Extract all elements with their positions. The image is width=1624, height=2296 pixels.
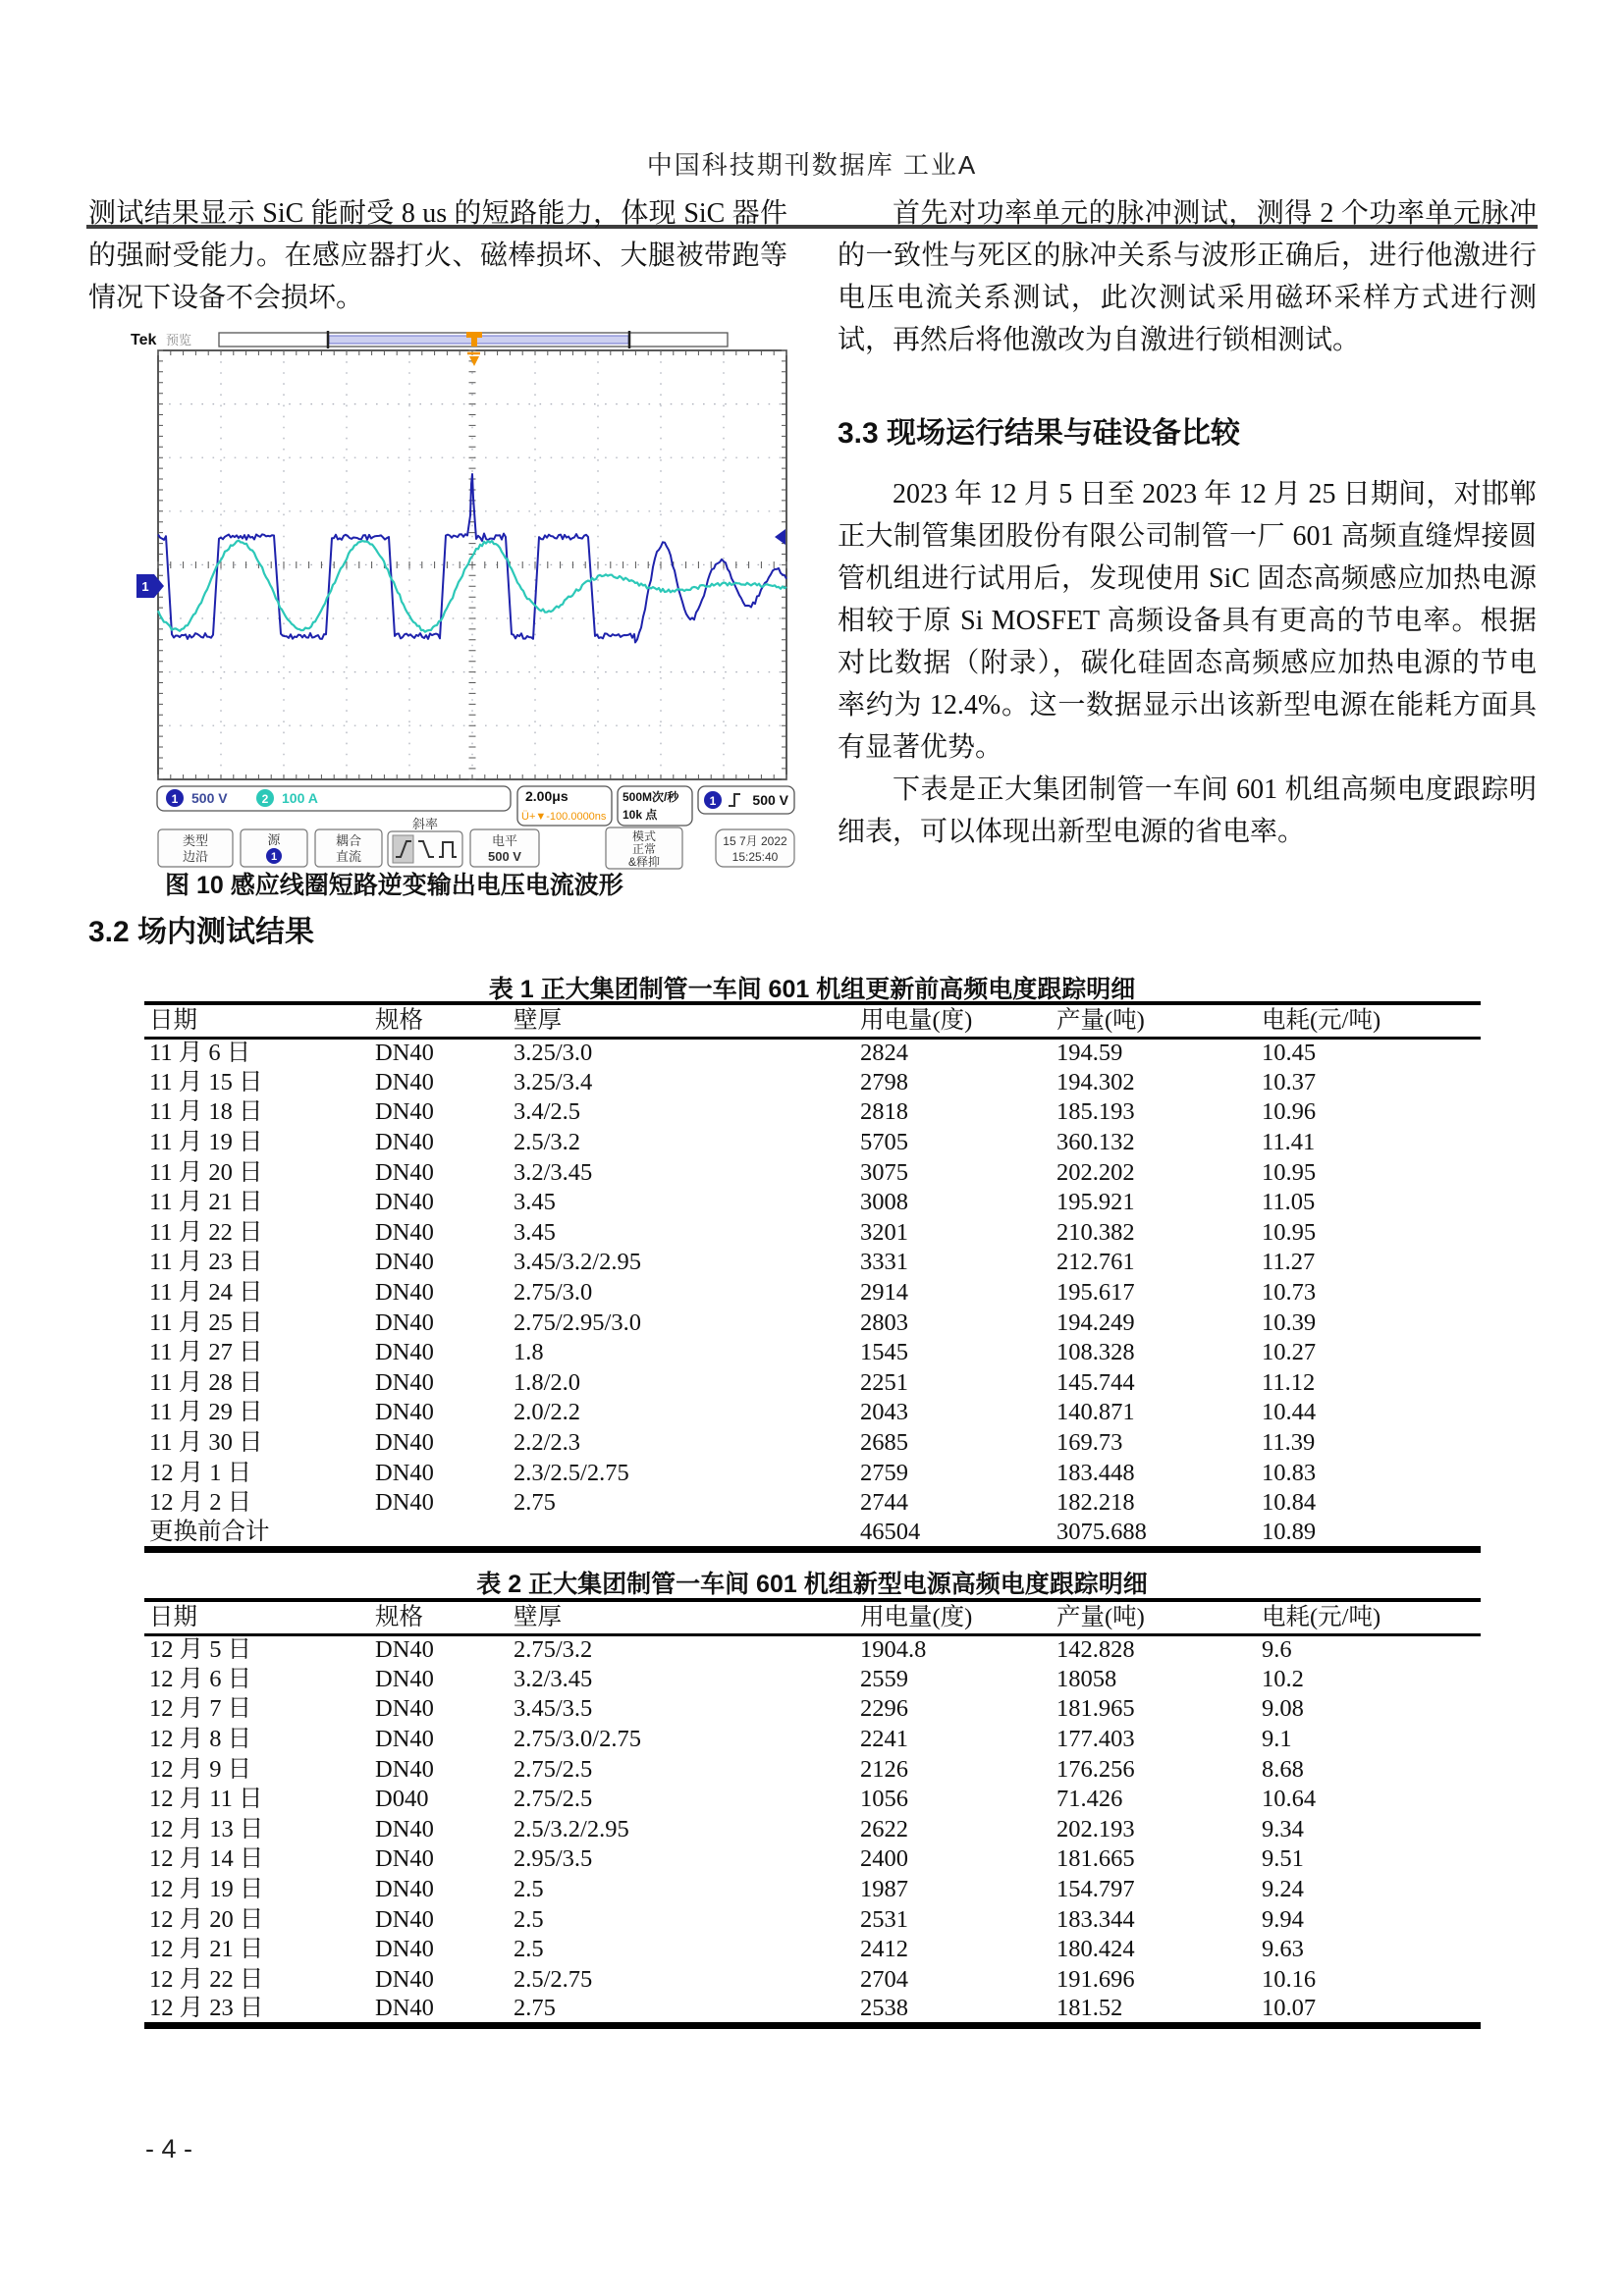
table-cell: 3.45 — [514, 1218, 556, 1246]
table-cell: 2.75/3.0/2.75 — [514, 1726, 641, 1753]
table-cell: 11 月 25 日 — [149, 1308, 263, 1336]
table-row — [144, 1428, 1481, 1459]
ch2-scale-readout: 100 A — [282, 790, 318, 806]
level-button — [470, 829, 539, 867]
table-cell: 194.302 — [1056, 1068, 1135, 1095]
table-cell: 1987 — [860, 1876, 908, 1903]
table-cell: 12 月 19 日 — [149, 1876, 264, 1903]
trigger-level-readout: 500 V — [752, 792, 788, 808]
table-cell: 3.2/3.45 — [514, 1158, 593, 1186]
table-cell: 9.34 — [1262, 1815, 1304, 1842]
table-cell: 2.5/2.75 — [514, 1965, 593, 1993]
column-header: 壁厚 — [514, 1006, 562, 1034]
table-cell: 145.744 — [1056, 1368, 1135, 1396]
table-cell: 11 月 28 日 — [149, 1368, 263, 1396]
table-cell: 2914 — [860, 1279, 908, 1307]
table-cell: 10.95 — [1262, 1158, 1317, 1186]
table-cell: 12 月 2 日 — [149, 1489, 252, 1517]
table-cell: 11.12 — [1262, 1368, 1316, 1396]
table-cell: 11 月 30 日 — [149, 1429, 263, 1457]
ch1-badge-number: 1 — [171, 792, 179, 806]
column-header: 规格 — [375, 1603, 423, 1630]
table-cell: 2043 — [860, 1399, 908, 1426]
record-length-readout: 10k 点 — [623, 808, 658, 822]
table-1-title: 表 1 正大集团制管一车间 601 机组更新前高频电度跟踪明细 — [488, 976, 1136, 1003]
table-cell: 10.84 — [1262, 1489, 1317, 1517]
table-row — [144, 1038, 1481, 1068]
svg-text:模式: 模式 — [631, 829, 657, 843]
svg-text:500 V: 500 V — [488, 849, 521, 864]
table-cell: 3.4/2.5 — [514, 1098, 581, 1126]
table-cell: DN40 — [375, 1068, 434, 1095]
table-cell: DN40 — [375, 1665, 434, 1692]
acquisition-mode-label: 预览 — [166, 333, 192, 347]
table-cell: DN40 — [375, 1339, 434, 1366]
table-row — [144, 1398, 1481, 1428]
table-cell: DN40 — [375, 1098, 434, 1126]
table-row — [144, 1068, 1481, 1098]
table-cell: 194.249 — [1056, 1308, 1135, 1336]
table-cell: 183.344 — [1056, 1905, 1135, 1933]
table-cell: 9.08 — [1262, 1695, 1304, 1723]
table-header-row — [144, 1003, 1481, 1038]
journal-header: 中国科技期刊数据库 工业A — [646, 150, 978, 180]
coupling-button — [315, 829, 382, 867]
table-cell: 2.2/2.3 — [514, 1429, 581, 1457]
table-cell: 191.696 — [1056, 1965, 1135, 1993]
table-cell: 1.8 — [514, 1339, 544, 1366]
table-cell: 1904.8 — [860, 1636, 927, 1664]
table-row — [144, 1904, 1481, 1935]
table-cell: 10.37 — [1262, 1068, 1317, 1095]
table-cell: 18058 — [1056, 1665, 1117, 1692]
table-cell: 2296 — [860, 1695, 908, 1723]
table-cell: 71.426 — [1056, 1786, 1123, 1813]
column-header: 日期 — [149, 1006, 197, 1034]
right-column — [838, 192, 1537, 853]
table-row — [144, 1875, 1481, 1905]
table-cell: 177.403 — [1056, 1726, 1135, 1753]
trigger-position-readout: Ü+▼-100.0000ns — [521, 811, 607, 823]
table-cell: 10.44 — [1262, 1399, 1317, 1426]
table-2-title: 表 2 正大集团制管一车间 601 机组新型电源高频电度跟踪明细 — [476, 1571, 1148, 1598]
svg-text:电平: 电平 — [491, 833, 518, 848]
table-cell: 195.617 — [1056, 1279, 1135, 1307]
table-cell: 12 月 6 日 — [149, 1665, 252, 1692]
table-cell: 更换前合计 — [149, 1518, 270, 1545]
table-cell: DN40 — [375, 1845, 434, 1873]
table-cell: 2.95/3.5 — [514, 1845, 593, 1873]
table-cell: 3075 — [860, 1158, 908, 1186]
table-cell: 9.24 — [1262, 1876, 1304, 1903]
table-cell: 11 月 23 日 — [149, 1249, 263, 1276]
table-cell: 2.5 — [514, 1936, 544, 1963]
table-cell: 2803 — [860, 1308, 908, 1336]
table-cell: DN40 — [375, 1905, 434, 1933]
table-cell: DN40 — [375, 1965, 434, 1993]
svg-text:1: 1 — [270, 851, 278, 863]
table-cell: 2.75/2.5 — [514, 1755, 593, 1783]
table-cell: 3.45 — [514, 1189, 556, 1216]
table-cell: 10.45 — [1262, 1040, 1317, 1067]
table-cell: 12 月 13 日 — [149, 1815, 264, 1842]
table-cell: DN40 — [375, 1218, 434, 1246]
table-row — [144, 1188, 1481, 1218]
table-cell: 1545 — [860, 1339, 908, 1366]
ch2-badge-number: 2 — [261, 792, 269, 806]
table-cell: 11 月 24 日 — [149, 1279, 263, 1307]
table-cell: 11 月 27 日 — [149, 1339, 263, 1366]
table-cell: 180.424 — [1056, 1936, 1135, 1963]
type-button — [158, 829, 233, 867]
table-cell: DN40 — [375, 1995, 434, 2022]
table-cell: 182.218 — [1056, 1489, 1135, 1517]
table-row — [144, 1097, 1481, 1128]
table-cell: 3008 — [860, 1189, 908, 1216]
table-cell: 10.2 — [1262, 1665, 1304, 1692]
oscilloscope-figure — [93, 329, 820, 888]
table-cell: DN40 — [375, 1249, 434, 1276]
table-row — [144, 1754, 1481, 1785]
table-row — [144, 1458, 1481, 1488]
slope-label: 斜率 — [411, 817, 439, 831]
table-row — [144, 1278, 1481, 1308]
table-cell: DN40 — [375, 1936, 434, 1963]
mode-button — [606, 828, 682, 869]
svg-text:边沿: 边沿 — [182, 849, 209, 864]
table-cell: 212.761 — [1056, 1249, 1135, 1276]
table-row — [144, 1634, 1481, 1665]
table-cell: 5705 — [860, 1129, 908, 1156]
table-cell: 10.16 — [1262, 1965, 1317, 1993]
table-row — [144, 1128, 1481, 1158]
figure-10-caption: 图 10 感应线圈短路逆变输出电压电流波形 — [165, 872, 623, 899]
body-paragraph: 测试结果显示 SiC 能耐受 8 us 的短路能力，体现 SiC 器件的强耐受能力。在感应器打火、磁棒损坏、大腿被带跑等情况下设备不会损坏。 — [88, 198, 787, 313]
table-cell: 12 月 22 日 — [149, 1965, 264, 1993]
timebase-readout: 2.00μs — [525, 788, 568, 804]
table-cell: 3201 — [860, 1218, 908, 1246]
table-cell: DN40 — [375, 1129, 434, 1156]
table-cell: DN40 — [375, 1399, 434, 1426]
table-cell: 2.75/2.5 — [514, 1786, 593, 1813]
table-cell: DN40 — [375, 1755, 434, 1783]
table-cell: DN40 — [375, 1308, 434, 1336]
table-cell: 11 月 20 日 — [149, 1158, 263, 1186]
tek-logo: Tek — [131, 332, 157, 348]
column-header: 用电量(度) — [860, 1006, 973, 1034]
table-cell: 2.75 — [514, 1489, 556, 1517]
table-cell: 10.95 — [1262, 1218, 1317, 1246]
table-cell: 12 月 9 日 — [149, 1755, 252, 1783]
table-row — [144, 1995, 1481, 2026]
table-cell: 10.39 — [1262, 1308, 1317, 1336]
table-cell: 9.6 — [1262, 1636, 1292, 1664]
column-header: 规格 — [375, 1006, 423, 1034]
table-cell: 2.75/3.0 — [514, 1279, 593, 1307]
table-cell: 108.328 — [1056, 1339, 1135, 1366]
table-cell: 2744 — [860, 1489, 908, 1517]
source-button — [241, 829, 307, 867]
slope-button-group — [388, 817, 462, 867]
table-cell: 11 月 15 日 — [149, 1068, 263, 1095]
table-cell: DN40 — [375, 1489, 434, 1517]
record-position-bar — [219, 331, 728, 348]
table-cell: 202.202 — [1056, 1158, 1135, 1186]
table-cell: 2.75/2.95/3.0 — [514, 1308, 641, 1336]
table-row — [144, 1965, 1481, 1996]
table-row — [144, 1725, 1481, 1755]
column-header: 壁厚 — [514, 1603, 562, 1630]
table-cell: DN40 — [375, 1368, 434, 1396]
page-number: - 4 - — [145, 2134, 193, 2163]
table-cell: 140.871 — [1056, 1399, 1135, 1426]
body-paragraph: 首先对功率单元的脉冲测试，测得 2 个功率单元脉冲的一致性与死区的脉冲关系与波形正确后，进行他激进行电压电流关系测试，此次测试采用磁环采样方式进行测试，再然后将他激改为自激进行锁相测试。 — [838, 198, 1537, 355]
table-cell: DN40 — [375, 1158, 434, 1186]
table-cell: 2685 — [860, 1429, 908, 1457]
table-cell: 142.828 — [1056, 1636, 1135, 1664]
table-cell: DN40 — [375, 1279, 434, 1307]
table-cell: 11 月 21 日 — [149, 1189, 263, 1216]
table-row — [144, 1844, 1481, 1875]
table-row — [144, 1694, 1481, 1725]
table-cell: 9.94 — [1262, 1905, 1304, 1933]
table-cell: 195.921 — [1056, 1189, 1135, 1216]
table-cell: 10.73 — [1262, 1279, 1317, 1307]
table-cell: 2.0/2.2 — [514, 1399, 581, 1426]
scope-date: 15 7月 2022 — [723, 834, 787, 848]
table-cell: 2798 — [860, 1068, 908, 1095]
svg-text:直流: 直流 — [335, 849, 362, 864]
table-row — [144, 1248, 1481, 1278]
table-cell: 2251 — [860, 1368, 908, 1396]
table-cell: 10.96 — [1262, 1098, 1317, 1126]
table-cell: 12 月 14 日 — [149, 1845, 264, 1873]
table-cell: DN40 — [375, 1040, 434, 1067]
column-header: 电耗(元/吨) — [1262, 1006, 1381, 1034]
column-header: 产量(吨) — [1056, 1603, 1145, 1630]
table-cell: DN40 — [375, 1429, 434, 1457]
table-row — [144, 1218, 1481, 1249]
table-cell: 1.8/2.0 — [514, 1368, 581, 1396]
table-cell: 10.64 — [1262, 1786, 1317, 1813]
table-row — [144, 1935, 1481, 1965]
table-cell — [509, 1519, 855, 1550]
table-cell: 11 月 22 日 — [149, 1218, 263, 1246]
table-cell: 181.965 — [1056, 1695, 1135, 1723]
table-cell: 2.5 — [514, 1876, 544, 1903]
section-heading-3-3: 3.3 现场运行结果与硅设备比较 — [838, 417, 1241, 450]
table-row — [144, 1368, 1481, 1399]
column-header: 日期 — [149, 1603, 197, 1630]
svg-text:正常: 正常 — [631, 842, 657, 856]
table-cell: 3.2/3.45 — [514, 1665, 593, 1692]
table-row — [144, 1488, 1481, 1519]
table-row — [144, 1665, 1481, 1695]
scope-time: 15:25:40 — [731, 850, 779, 864]
table-cell: 176.256 — [1056, 1755, 1135, 1783]
table-cell: 185.193 — [1056, 1098, 1135, 1126]
table-cell: 2704 — [860, 1965, 908, 1993]
table-cell: 2538 — [860, 1995, 908, 2022]
table-cell: 10.89 — [1262, 1518, 1317, 1545]
column-header: 产量(吨) — [1056, 1006, 1145, 1034]
ch1-scale-readout: 500 V — [191, 790, 228, 806]
table-cell: 194.59 — [1056, 1040, 1123, 1067]
table-cell: 46504 — [860, 1518, 921, 1545]
table-cell: 2.3/2.5/2.75 — [514, 1459, 629, 1486]
svg-text:源: 源 — [267, 832, 281, 847]
table-cell: 2.5/3.2/2.95 — [514, 1815, 629, 1842]
table-cell: 9.63 — [1262, 1936, 1304, 1963]
column-header: 用电量(度) — [860, 1603, 973, 1630]
table-row — [144, 1519, 1481, 1550]
table-cell: 2559 — [860, 1665, 908, 1692]
table-cell: 210.382 — [1056, 1218, 1135, 1246]
table-cell: 9.51 — [1262, 1845, 1304, 1873]
table-cell: DN40 — [375, 1876, 434, 1903]
table-row — [144, 1338, 1481, 1368]
table-cell: 11.41 — [1262, 1129, 1316, 1156]
svg-text:类型: 类型 — [182, 833, 209, 848]
table-cell: 11.27 — [1262, 1249, 1316, 1276]
table-cell: 11 月 29 日 — [149, 1399, 263, 1426]
table-cell: 12 月 7 日 — [149, 1695, 252, 1723]
left-column — [88, 192, 787, 319]
trigger-source-number: 1 — [709, 794, 717, 808]
table-cell: 2.5/3.2 — [514, 1129, 581, 1156]
table-cell: 2241 — [860, 1726, 908, 1753]
table-cell — [370, 1519, 509, 1550]
table-cell: 169.73 — [1056, 1429, 1123, 1457]
table-cell: 3.45/3.5 — [514, 1695, 593, 1723]
table-cell: 8.68 — [1262, 1755, 1304, 1783]
table-cell: DN40 — [375, 1189, 434, 1216]
table-cell: 11 月 18 日 — [149, 1098, 263, 1126]
table-cell: 1056 — [860, 1786, 908, 1813]
table-1 — [144, 1001, 1481, 1553]
table-cell: 2622 — [860, 1815, 908, 1842]
column-header: 电耗(元/吨) — [1262, 1603, 1381, 1630]
table-cell: 2531 — [860, 1905, 908, 1933]
table-cell: 154.797 — [1056, 1876, 1135, 1903]
table-cell: 11 月 19 日 — [149, 1129, 263, 1156]
svg-text:1: 1 — [141, 579, 149, 594]
table-cell: 12 月 8 日 — [149, 1726, 252, 1753]
table-cell: 12 月 20 日 — [149, 1905, 264, 1933]
table-cell: 2400 — [860, 1845, 908, 1873]
table-cell: 2824 — [860, 1040, 908, 1067]
table-cell: 10.07 — [1262, 1995, 1317, 2022]
table-cell: DN40 — [375, 1459, 434, 1486]
svg-text:&释抑: &释抑 — [627, 855, 661, 869]
table-cell: 12 月 21 日 — [149, 1936, 264, 1963]
table-cell: 360.132 — [1056, 1129, 1135, 1156]
table-cell: 2412 — [860, 1936, 908, 1963]
table-cell: 9.1 — [1262, 1726, 1292, 1753]
table-cell: 12 月 1 日 — [149, 1459, 252, 1486]
table-cell: 3.45/3.2/2.95 — [514, 1249, 641, 1276]
table-cell: 183.448 — [1056, 1459, 1135, 1486]
body-paragraph: 2023 年 12 月 5 日至 2023 年 12 月 25 日期间，对邯郸正大制管集团股份有限公司制管一厂 601 高频直缝焊接圆管机组进行试用后，发现使用 SiC 固态高频感应加热电源相较于原 Si MOSFET 高频设备具有更高的节电率。根据对比数据（附录），碳化硅固态高频感应加热电源的节电率约为 12.4%。这一数据显示出该新型电源在能耗方面具有显著优势。 — [838, 479, 1537, 763]
table-cell: 181.665 — [1056, 1845, 1135, 1873]
body-paragraph: 下表是正大集团制管一车间 601 机组高频电度跟踪明细表，可以体现出新型电源的省电率。 — [838, 774, 1537, 847]
table-row — [144, 1157, 1481, 1188]
table-cell: D040 — [375, 1786, 429, 1813]
table-cell: 181.52 — [1056, 1995, 1123, 2022]
table-cell: 10.83 — [1262, 1459, 1317, 1486]
table-cell: 2.75/3.2 — [514, 1636, 593, 1664]
table-cell: 2126 — [860, 1755, 908, 1783]
table-cell: 12 月 11 日 — [149, 1786, 263, 1813]
table-cell: 3331 — [860, 1249, 908, 1276]
sample-rate-readout: 500M次/秒 — [623, 790, 679, 804]
table-2 — [144, 1598, 1481, 2029]
table-cell: 3075.688 — [1056, 1518, 1147, 1545]
table-cell: 2.75 — [514, 1995, 556, 2022]
table-cell: 12 月 23 日 — [149, 1995, 264, 2022]
table-row — [144, 1785, 1481, 1815]
datetime-box — [716, 829, 794, 867]
table-cell: 11.39 — [1262, 1429, 1316, 1457]
svg-text:耦合: 耦合 — [335, 833, 362, 848]
table-cell: 12 月 5 日 — [149, 1636, 252, 1664]
table-cell: 11.05 — [1262, 1189, 1316, 1216]
section-heading-3-2: 3.2 场内测试结果 — [88, 916, 315, 948]
table-row — [144, 1308, 1481, 1338]
table-cell: 2759 — [860, 1459, 908, 1486]
table-cell: DN40 — [375, 1636, 434, 1664]
table-cell: 2.5 — [514, 1905, 544, 1933]
table-header-row — [144, 1600, 1481, 1634]
table-cell: 3.25/3.0 — [514, 1040, 593, 1067]
table-cell: DN40 — [375, 1726, 434, 1753]
table-cell: 202.193 — [1056, 1815, 1135, 1842]
table-cell: 10.27 — [1262, 1339, 1317, 1366]
table-cell: 11 月 6 日 — [149, 1040, 251, 1067]
table-cell: DN40 — [375, 1815, 434, 1842]
table-row — [144, 1815, 1481, 1845]
table-cell: DN40 — [375, 1695, 434, 1723]
table-cell: 3.25/3.4 — [514, 1068, 593, 1095]
table-cell: 2818 — [860, 1098, 908, 1126]
